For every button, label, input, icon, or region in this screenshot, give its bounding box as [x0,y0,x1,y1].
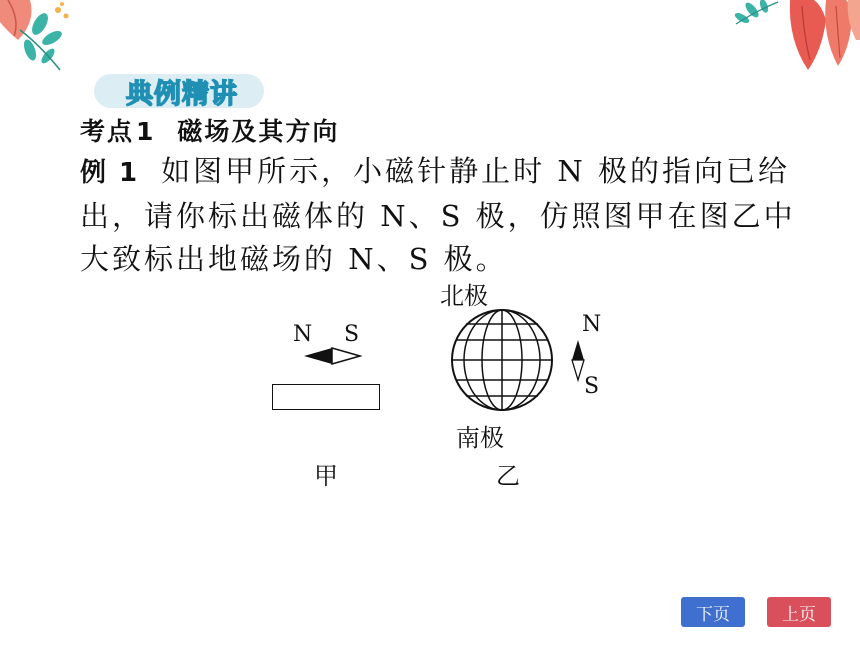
north-pole-label: 北极 [440,282,488,310]
needle-s-label-left: S [344,322,360,347]
section-badge-label: 典例精讲 [126,78,238,110]
leaf-decoration-top-left [0,0,90,75]
bar-magnet [272,384,380,410]
figure [260,270,620,500]
next-page-button[interactable]: 下页 [681,597,745,627]
figure-caption-right: 乙 [496,462,520,490]
question-block [80,150,800,281]
needle-s-label-right: S [584,374,600,399]
question-label: 例 1 [80,158,140,188]
figure-caption-left: 甲 [314,462,338,490]
section-badge [94,70,264,112]
topic-prefix: 考点 [80,117,135,146]
south-pole-label: 南极 [456,424,504,452]
compass-needle-left [302,346,362,366]
needle-n-label-left: N [293,322,313,347]
topic-number: 1 [136,117,156,146]
needle-n-label-right: N [582,312,602,337]
previous-page-button[interactable]: 上页 [767,597,831,627]
topic-heading [80,112,339,148]
leaf-decoration-top-right [730,0,860,78]
question-text: 如图甲所示，小磁针静止时 N 极的指向已给出，请你标出磁体的 N、S 极，仿照图甲在图乙中大致标出地磁场的 N、S 极。 [80,154,796,276]
earth-globe [450,308,554,412]
topic-title: 磁场及其方向 [177,117,340,146]
